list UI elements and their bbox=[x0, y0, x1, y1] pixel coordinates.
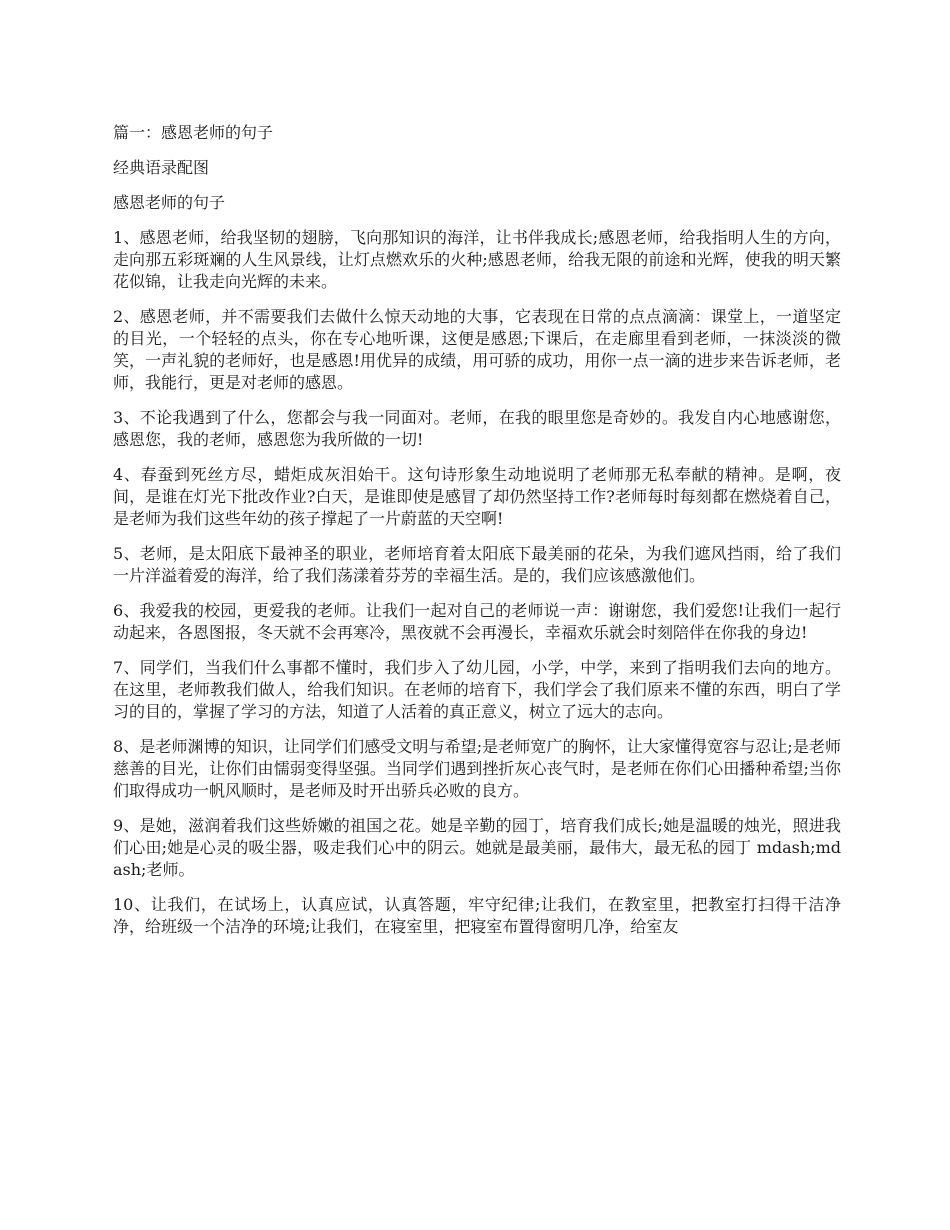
paragraph-4: 4、春蚕到死丝方尽，蜡炬成灰泪始干。这句诗形象生动地说明了老师那无私奉献的精神。是啊，夜间，是谁在灯光下批改作业?白天，是谁即使是感冒了却仍然坚持工作?老师每时每刻都在燃烧着自己，是老师为我们这些年幼的孩子撑起了一片蔚蓝的天空啊! bbox=[113, 465, 841, 528]
paragraph-10: 10、让我们，在试场上，认真应试，认真答题，牢守纪律;让我们，在教室里，把教室打扫得干洁净净，给班级一个洁净的环境;让我们，在寝室里，把寝室布置得窗明几净，给室友 bbox=[113, 895, 841, 936]
paragraph-9: 9、是她，滋润着我们这些娇嫩的祖国之花。她是辛勤的园丁，培育我们成长;她是温暖的烛光，照进我们心田;她是心灵的吸尘器，吸走我们心中的阴云。她就是最美丽，最伟大，最无私的园丁 mdash;mdash;老师。 bbox=[113, 816, 841, 879]
paragraph-1: 1、感恩老师，给我坚韧的翅膀，飞向那知识的海洋，让书伴我成长;感恩老师，给我指明人生的方向，走向那五彩斑斓的人生风景线，让灯点燃欢乐的火种;感恩老师，给我无限的前途和光辉，使我的明天繁花似锦，让我走向光辉的未来。 bbox=[113, 228, 841, 291]
paragraph-2: 2、感恩老师，并不需要我们去做什么惊天动地的大事，它表现在日常的点点滴滴：课堂上，一道坚定的目光，一个轻轻的点头，你在专心地听课，这便是感恩;下课后，在走廊里看到老师，一抹淡淡的微笑，一声礼貌的老师好，也是感恩!用优异的成绩，用可骄的成功，用你一点一滴的进步来告诉老师，老师，我能行，更是对老师的感恩。 bbox=[113, 307, 841, 392]
paragraph-3: 3、不论我遇到了什么，您都会与我一同面对。老师，在我的眼里您是奇妙的。我发自内心地感谢您，感恩您，我的老师，感恩您为我所做的一切! bbox=[113, 408, 841, 449]
subheading-quotes: 经典语录配图 bbox=[113, 158, 210, 177]
heading: 篇一：感恩老师的句子 bbox=[113, 123, 274, 142]
paragraph-6: 6、我爱我的校园，更爱我的老师。让我们一起对自己的老师说一声：谢谢您，我们爱您!让我们一起行动起来，各恩图报，冬天就不会再寒冷，黑夜就不会再漫长，幸福欢乐就会时刻陪伴在你我的身边! bbox=[113, 601, 841, 642]
paragraph-7: 7、同学们，当我们什么事都不懂时，我们步入了幼儿园，小学，中学，来到了指明我们去向的地方。在这里，老师教我们做人，给我们知识。在老师的培育下，我们学会了我们原来不懂的东西，明白了学习的目的，掌握了学习的方法，知道了人活着的真正意义，树立了远大的志向。 bbox=[113, 658, 841, 721]
paragraph-8: 8、是老师渊博的知识，让同学们们感受文明与希望;是老师宽广的胸怀，让大家懂得宽容与忍让;是老师慈善的目光，让你们由懦弱变得坚强。当同学们遇到挫折灰心丧气时，是老师在你们心田播种希望;当你们取得成功一帆风顺时，是老师及时开出骄兵必败的良方。 bbox=[113, 737, 841, 800]
subheading-title: 感恩老师的句子 bbox=[113, 193, 226, 212]
paragraph-5: 5、老师，是太阳底下最神圣的职业，老师培育着太阳底下最美丽的花朵，为我们遮风挡雨，给了我们一片洋溢着爱的海洋，给了我们荡漾着芬芳的幸福生活。是的，我们应该感激他们。 bbox=[113, 544, 841, 585]
document-page bbox=[113, 122, 841, 951]
